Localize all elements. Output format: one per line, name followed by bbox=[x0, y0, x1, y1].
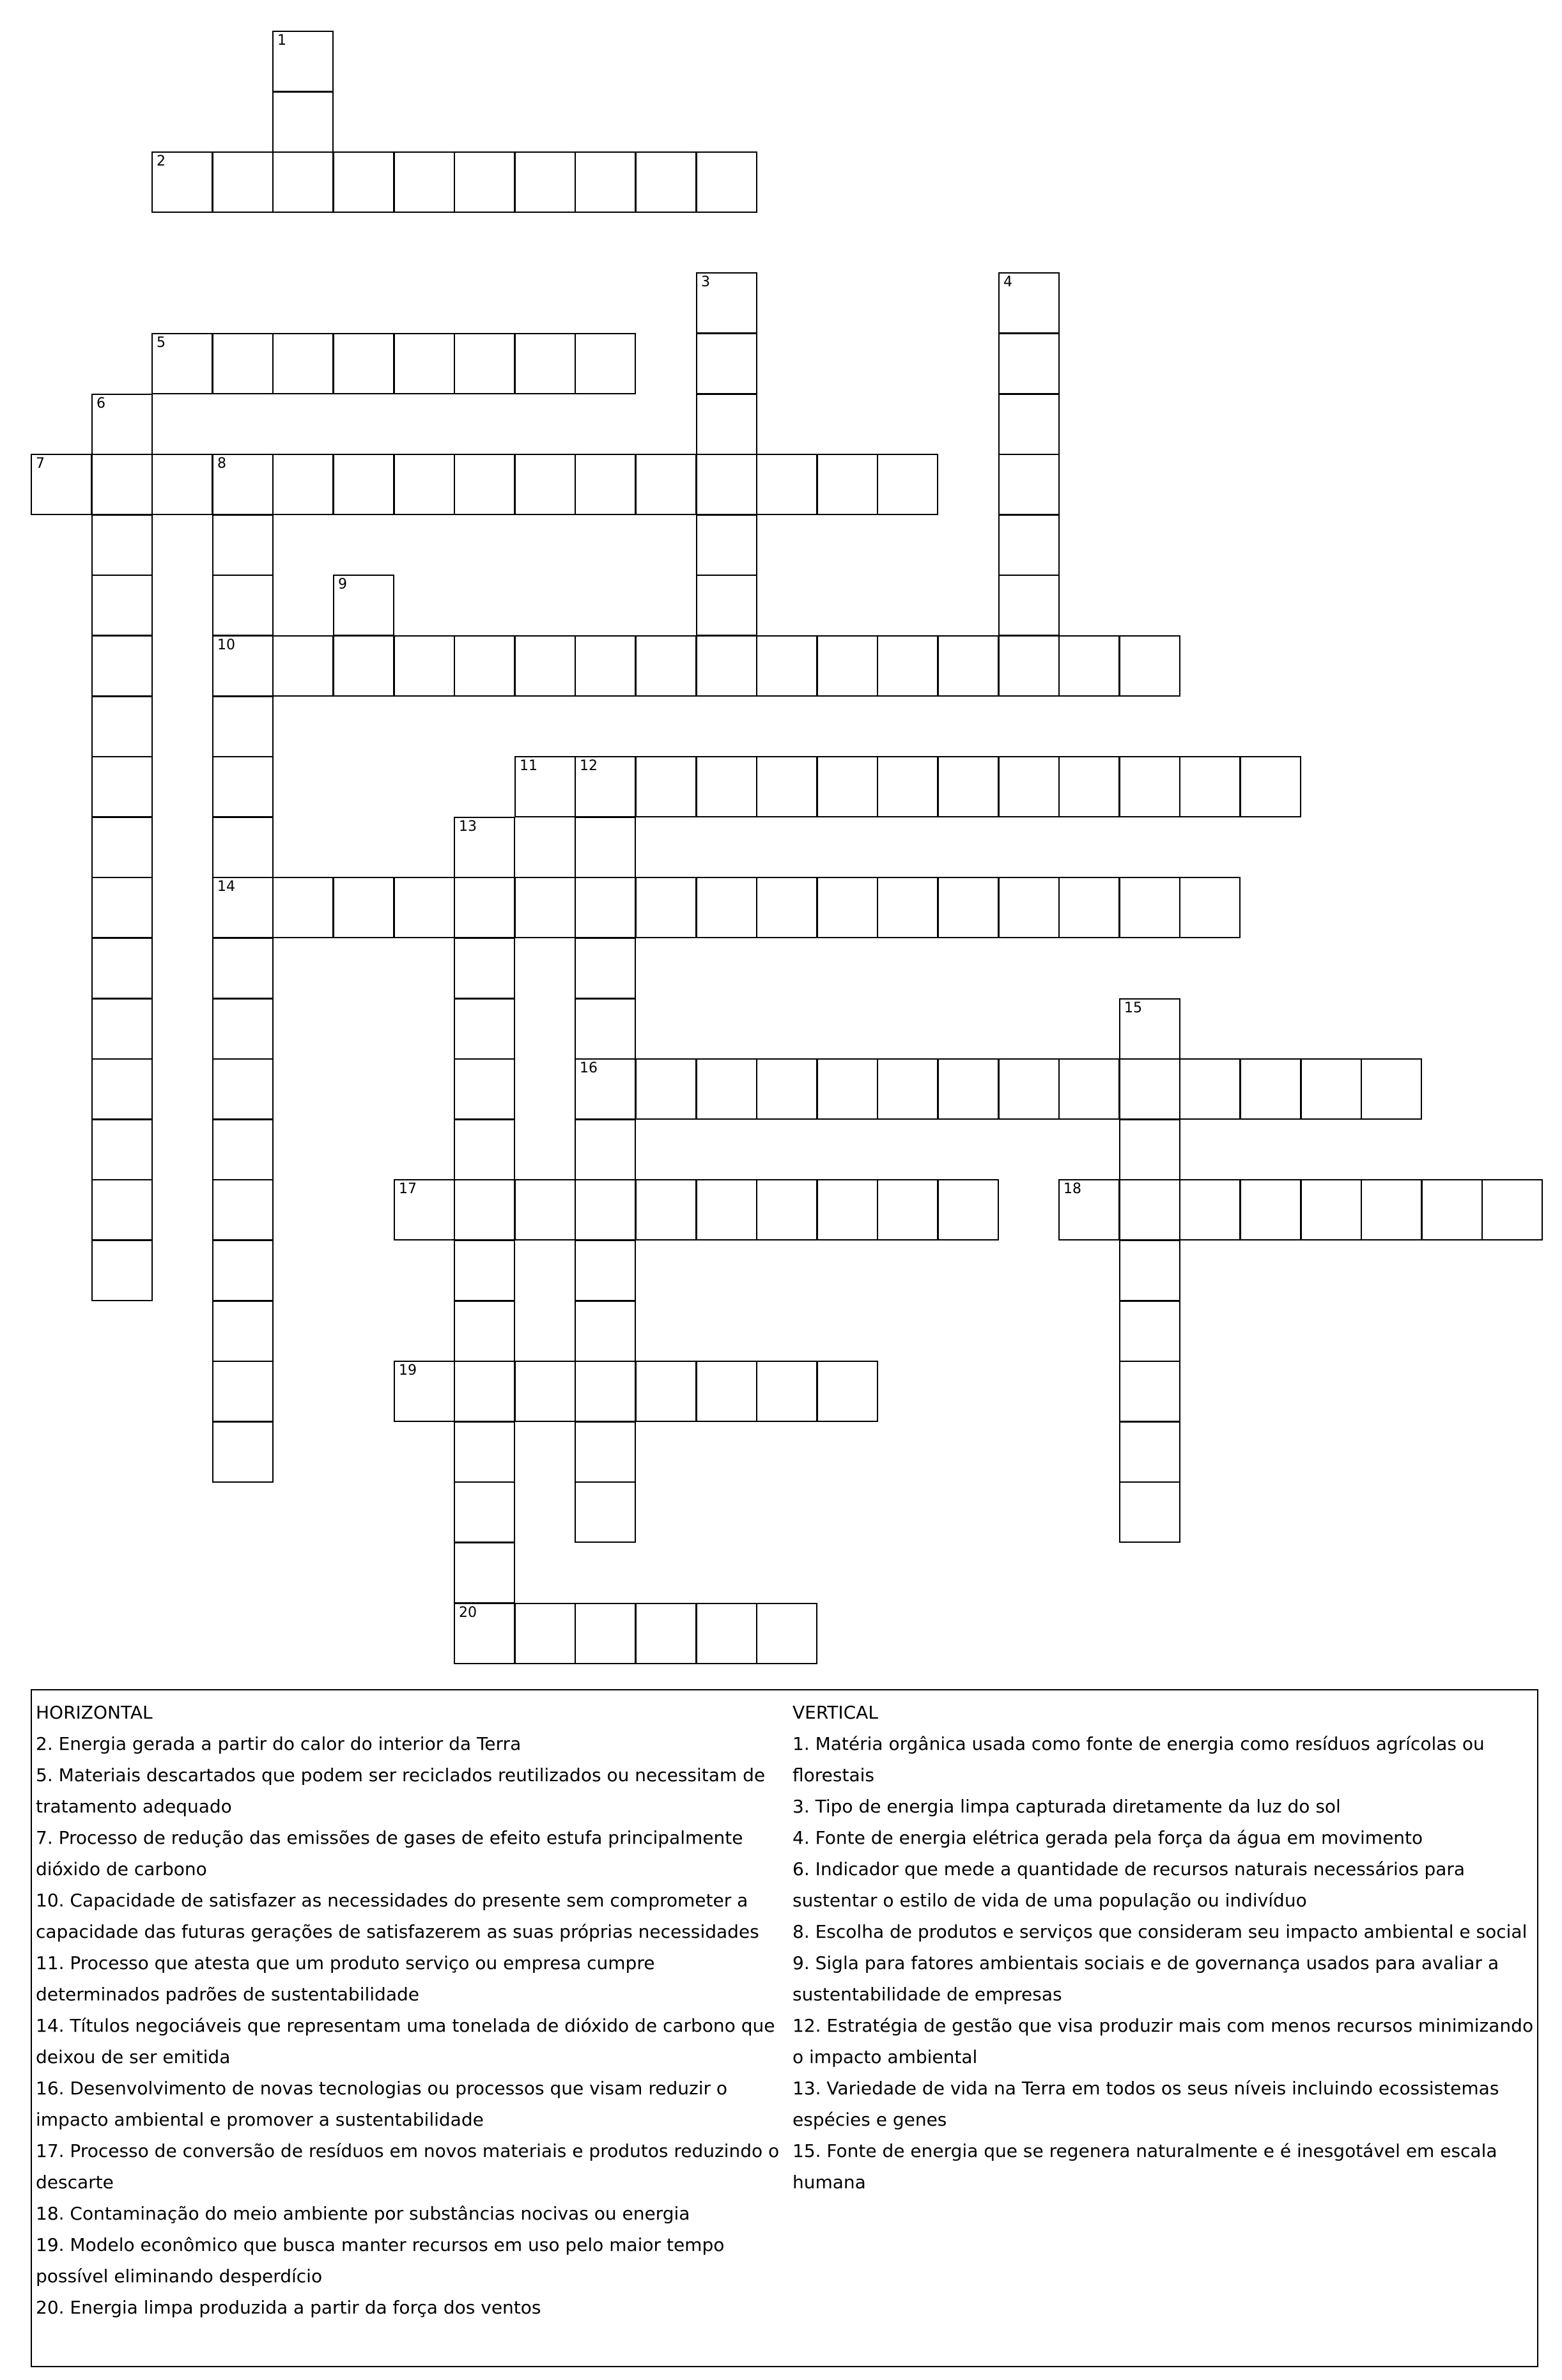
clue-vertical: 15. Fonte de energia que se regenera naturalmente e é inesgotável em escala humana bbox=[793, 2140, 1497, 2193]
crossword-cell[interactable] bbox=[212, 1301, 274, 1362]
crossword-cell[interactable] bbox=[696, 151, 757, 213]
crossword-cell[interactable] bbox=[454, 998, 515, 1060]
crossword-cell[interactable] bbox=[454, 1301, 515, 1362]
clue-number: 15 bbox=[1124, 1000, 1142, 1016]
crossword-cell[interactable] bbox=[1058, 756, 1120, 817]
crossword-cell[interactable] bbox=[998, 756, 1060, 817]
clue-number: 17 bbox=[399, 1181, 417, 1197]
crossword-cell[interactable] bbox=[1361, 1058, 1422, 1120]
crossword-cell[interactable] bbox=[696, 394, 757, 455]
clue-vertical: 12. Estratégia de gestão que visa produzir mais com menos recursos minimizando o impacto ambiental bbox=[793, 2015, 1534, 2067]
crossword-cell[interactable] bbox=[817, 454, 878, 515]
clue-vertical: 13. Variedade de vida na Terra em todos os seus níveis incluindo ecossistemas espécies e genes bbox=[793, 2078, 1499, 2130]
crossword-cell[interactable] bbox=[514, 151, 576, 213]
crossword-cell[interactable] bbox=[817, 1058, 878, 1120]
crossword-cell[interactable] bbox=[454, 1240, 515, 1301]
crossword-cell[interactable] bbox=[1058, 1058, 1120, 1120]
crossword-cell[interactable] bbox=[212, 817, 274, 878]
crossword-cell[interactable] bbox=[635, 1361, 697, 1422]
crossword-cell[interactable] bbox=[575, 454, 636, 515]
crossword-cell[interactable] bbox=[575, 1421, 636, 1483]
crossword-cell[interactable] bbox=[514, 877, 576, 938]
crossword-cell[interactable] bbox=[998, 877, 1060, 938]
crossword-cell[interactable] bbox=[575, 817, 636, 878]
crossword-cell[interactable] bbox=[635, 877, 697, 938]
crossword-cell[interactable] bbox=[91, 1179, 153, 1240]
crossword-cell[interactable] bbox=[696, 756, 757, 817]
crossword-cell[interactable] bbox=[938, 1179, 999, 1240]
crossword-cell[interactable] bbox=[1119, 1058, 1180, 1120]
crossword-cell[interactable] bbox=[212, 756, 274, 817]
crossword-cell[interactable] bbox=[272, 333, 334, 394]
crossword-cell[interactable] bbox=[756, 1058, 817, 1120]
crossword-cell[interactable] bbox=[272, 454, 334, 515]
crossword-cell[interactable] bbox=[575, 756, 636, 817]
crossword-cell[interactable] bbox=[696, 1361, 757, 1422]
crossword-cell[interactable] bbox=[575, 877, 636, 938]
crossword-cell[interactable] bbox=[998, 575, 1060, 636]
crossword-cell[interactable] bbox=[272, 151, 334, 213]
crossword-cell[interactable] bbox=[212, 1058, 274, 1120]
crossword-cell[interactable] bbox=[212, 696, 274, 757]
clue-number: 12 bbox=[580, 758, 598, 774]
crossword-cell[interactable] bbox=[575, 1361, 636, 1422]
clue-vertical: 4. Fonte de energia elétrica gerada pela força da água em movimento bbox=[793, 1827, 1423, 1848]
crossword-cell[interactable] bbox=[212, 1421, 274, 1483]
crossword-cell[interactable] bbox=[454, 333, 515, 394]
crossword-cell[interactable] bbox=[91, 454, 153, 515]
crossword-cell[interactable] bbox=[514, 635, 576, 697]
crossword-cell[interactable] bbox=[756, 877, 817, 938]
crossword-cell[interactable] bbox=[575, 1301, 636, 1362]
crossword-cell[interactable] bbox=[454, 1421, 515, 1483]
crossword-cell[interactable] bbox=[1240, 1058, 1301, 1120]
crossword-cell[interactable] bbox=[151, 333, 213, 394]
crossword-cell[interactable] bbox=[514, 1603, 576, 1664]
crossword-cell[interactable] bbox=[635, 635, 697, 697]
crossword-cell[interactable] bbox=[756, 635, 817, 697]
crossword-cell[interactable] bbox=[212, 877, 274, 938]
crossword-cell[interactable] bbox=[91, 514, 153, 576]
crossword-cell[interactable] bbox=[514, 1179, 576, 1240]
crossword-cell[interactable] bbox=[1119, 635, 1180, 697]
clue-horizontal: 16. Desenvolvimento de novas tecnologias ou processos que visam reduzir o impacto ambiental e promover a sustentabilidade bbox=[36, 2078, 728, 2130]
crossword-cell[interactable] bbox=[454, 877, 515, 938]
crossword-cell[interactable] bbox=[333, 575, 394, 636]
clue-horizontal: 18. Contaminação do meio ambiente por substâncias nocivas ou energia bbox=[36, 2203, 690, 2224]
crossword-cell[interactable] bbox=[91, 938, 153, 999]
crossword-cell[interactable] bbox=[756, 454, 817, 515]
crossword-cell[interactable] bbox=[696, 635, 757, 697]
clue-vertical: 9. Sigla para fatores ambientais sociais e de governança usados para avaliar a sustentabilidade de empresas bbox=[793, 1952, 1499, 2005]
crossword-cell[interactable] bbox=[998, 454, 1060, 515]
crossword-cell[interactable] bbox=[212, 635, 274, 697]
crossword-cell[interactable] bbox=[333, 454, 394, 515]
crossword-cell[interactable] bbox=[1119, 1240, 1180, 1301]
crossword-cell[interactable] bbox=[212, 1240, 274, 1301]
crossword-cell[interactable] bbox=[575, 1058, 636, 1120]
crossword-cell[interactable] bbox=[394, 333, 455, 394]
crossword-cell[interactable] bbox=[454, 1119, 515, 1180]
clues-panel bbox=[31, 1689, 1538, 2367]
crossword-cell[interactable] bbox=[696, 454, 757, 515]
crossword-cell[interactable] bbox=[756, 1179, 817, 1240]
crossword-cell[interactable] bbox=[1240, 1179, 1301, 1240]
crossword-cell[interactable] bbox=[1119, 877, 1180, 938]
crossword-cell[interactable] bbox=[1119, 1119, 1180, 1180]
crossword-cell[interactable] bbox=[333, 333, 394, 394]
crossword-cell[interactable] bbox=[454, 938, 515, 999]
clue-vertical: 1. Matéria orgânica usada como fonte de energia como resíduos agrícolas ou florestais bbox=[793, 1733, 1485, 1786]
crossword-cell[interactable] bbox=[1361, 1179, 1422, 1240]
clue-number: 19 bbox=[399, 1363, 417, 1379]
crossword-cell[interactable] bbox=[877, 756, 938, 817]
crossword-cell[interactable] bbox=[817, 877, 878, 938]
clue-horizontal: 14. Títulos negociáveis que representam uma tonelada de dióxido de carbono que deixou de ser emitida bbox=[36, 2015, 775, 2067]
crossword-cell[interactable] bbox=[91, 756, 153, 817]
crossword-cell[interactable] bbox=[877, 1058, 938, 1120]
crossword-cell[interactable] bbox=[817, 1179, 878, 1240]
crossword-cell[interactable] bbox=[1179, 756, 1241, 817]
crossword-cell[interactable] bbox=[1179, 1179, 1241, 1240]
crossword-cell[interactable] bbox=[212, 151, 274, 213]
crossword-cell[interactable] bbox=[91, 575, 153, 636]
crossword-cell[interactable] bbox=[454, 1058, 515, 1120]
clue-number: 1 bbox=[277, 33, 286, 49]
crossword-cell[interactable] bbox=[514, 333, 576, 394]
clue-horizontal: 2. Energia gerada a partir do calor do interior da Terra bbox=[36, 1733, 522, 1754]
crossword-cell[interactable] bbox=[877, 1179, 938, 1240]
crossword-cell[interactable] bbox=[1119, 998, 1180, 1060]
crossword-cell[interactable] bbox=[394, 151, 455, 213]
crossword-cell[interactable] bbox=[817, 635, 878, 697]
crossword-cell[interactable] bbox=[696, 1179, 757, 1240]
crossword-cell[interactable] bbox=[575, 1240, 636, 1301]
crossword-cell[interactable] bbox=[635, 1058, 697, 1120]
crossword-cell[interactable] bbox=[575, 1179, 636, 1240]
crossword-cell[interactable] bbox=[635, 151, 697, 213]
crossword-cell[interactable] bbox=[575, 635, 636, 697]
crossword-cell[interactable] bbox=[1058, 1179, 1120, 1240]
crossword-cell[interactable] bbox=[696, 333, 757, 394]
crossword-cell[interactable] bbox=[454, 635, 515, 697]
crossword-cell[interactable] bbox=[575, 151, 636, 213]
crossword-cell[interactable] bbox=[454, 1481, 515, 1543]
crossword-cell[interactable] bbox=[938, 756, 999, 817]
crossword-cell[interactable] bbox=[1119, 1481, 1180, 1543]
crossword-cell[interactable] bbox=[696, 272, 757, 334]
crossword-cell[interactable] bbox=[998, 635, 1060, 697]
crossword-cell[interactable] bbox=[998, 272, 1060, 334]
crossword-cell[interactable] bbox=[91, 696, 153, 757]
crossword-cell[interactable] bbox=[756, 756, 817, 817]
crossword-cell[interactable] bbox=[575, 1603, 636, 1664]
crossword-cell[interactable] bbox=[212, 998, 274, 1060]
crossword-cell[interactable] bbox=[696, 1603, 757, 1664]
crossword-cell[interactable] bbox=[1421, 1179, 1483, 1240]
crossword-cell[interactable] bbox=[1301, 1058, 1362, 1120]
crossword-cell[interactable] bbox=[212, 1179, 274, 1240]
crossword-cell[interactable] bbox=[1058, 635, 1120, 697]
crossword-cell[interactable] bbox=[938, 635, 999, 697]
crossword-cell[interactable] bbox=[212, 575, 274, 636]
clue-number: 3 bbox=[701, 274, 710, 290]
crossword-cell[interactable] bbox=[394, 877, 455, 938]
crossword-cell[interactable] bbox=[1119, 1179, 1180, 1240]
crossword-cell[interactable] bbox=[151, 454, 213, 515]
clue-number: 5 bbox=[157, 335, 166, 351]
crossword-cell[interactable] bbox=[575, 1481, 636, 1543]
crossword-cell[interactable] bbox=[1301, 1179, 1362, 1240]
crossword-cell[interactable] bbox=[91, 817, 153, 878]
crossword-cell[interactable] bbox=[635, 1603, 697, 1664]
crossword-cell[interactable] bbox=[1481, 1179, 1543, 1240]
crossword-cell[interactable] bbox=[333, 151, 394, 213]
crossword-cell[interactable] bbox=[91, 635, 153, 697]
crossword-cell[interactable] bbox=[1119, 1421, 1180, 1483]
crossword-cell[interactable] bbox=[514, 756, 576, 817]
crossword-cell[interactable] bbox=[998, 1058, 1060, 1120]
clue-number: 11 bbox=[520, 758, 537, 774]
clue-horizontal: 7. Processo de redução das emissões de gases de efeito estufa principalmente dióxido de carbono bbox=[36, 1827, 743, 1880]
crossword-cell[interactable] bbox=[1119, 1301, 1180, 1362]
crossword-cell[interactable] bbox=[333, 877, 394, 938]
crossword-cell[interactable] bbox=[454, 1603, 515, 1664]
crossword-cell[interactable] bbox=[272, 31, 334, 92]
crossword-cell[interactable] bbox=[575, 333, 636, 394]
crossword-cell[interactable] bbox=[91, 394, 153, 455]
crossword-cell[interactable] bbox=[1240, 756, 1301, 817]
crossword-cell[interactable] bbox=[454, 1361, 515, 1422]
crossword-cell[interactable] bbox=[394, 1179, 455, 1240]
clue-number: 16 bbox=[580, 1060, 598, 1076]
crossword-cell[interactable] bbox=[212, 514, 274, 576]
crossword-cell[interactable] bbox=[1179, 877, 1241, 938]
crossword-cell[interactable] bbox=[454, 1179, 515, 1240]
crossword-cell[interactable] bbox=[212, 1361, 274, 1422]
clue-horizontal: 11. Processo que atesta que um produto serviço ou empresa cumpre determinados padrões de sustentabilidade bbox=[36, 1952, 655, 2005]
crossword-cell[interactable] bbox=[1119, 756, 1180, 817]
clue-number: 6 bbox=[97, 396, 105, 412]
crossword-cell[interactable] bbox=[938, 877, 999, 938]
crossword-cell[interactable] bbox=[877, 635, 938, 697]
clue-horizontal: 5. Materiais descartados que podem ser reciclados reutilizados ou necessitam de tratamento adequado bbox=[36, 1765, 766, 1817]
crossword-cell[interactable] bbox=[635, 756, 697, 817]
crossword-cell[interactable] bbox=[151, 151, 213, 213]
crossword-cell[interactable] bbox=[454, 1542, 515, 1603]
crossword-cell[interactable] bbox=[212, 454, 274, 515]
crossword-cell[interactable] bbox=[575, 998, 636, 1060]
crossword-cell[interactable] bbox=[454, 151, 515, 213]
crossword-cell[interactable] bbox=[212, 1119, 274, 1180]
clue-number: 7 bbox=[36, 456, 45, 472]
crossword-cell[interactable] bbox=[938, 1058, 999, 1120]
crossword-cell[interactable] bbox=[575, 938, 636, 999]
crossword-cell[interactable] bbox=[635, 1179, 697, 1240]
crossword-cell[interactable] bbox=[514, 454, 576, 515]
crossword-cell[interactable] bbox=[998, 514, 1060, 576]
crossword-cell[interactable] bbox=[756, 1603, 817, 1664]
clue-number: 13 bbox=[459, 819, 477, 835]
crossword-cell[interactable] bbox=[394, 635, 455, 697]
crossword-cell[interactable] bbox=[877, 454, 938, 515]
crossword-cell[interactable] bbox=[1119, 1361, 1180, 1422]
crossword-cell[interactable] bbox=[998, 394, 1060, 455]
crossword-cell[interactable] bbox=[817, 756, 878, 817]
clue-number: 20 bbox=[459, 1605, 477, 1621]
crossword-cell[interactable] bbox=[454, 454, 515, 515]
crossword-cell[interactable] bbox=[696, 1058, 757, 1120]
crossword-cell[interactable] bbox=[817, 1361, 878, 1422]
horizontal-clues bbox=[36, 1697, 784, 2323]
crossword-cell[interactable] bbox=[272, 877, 334, 938]
crossword-cell[interactable] bbox=[696, 575, 757, 636]
crossword-cell[interactable] bbox=[696, 877, 757, 938]
crossword-cell[interactable] bbox=[212, 333, 274, 394]
crossword-cell[interactable] bbox=[696, 514, 757, 576]
clue-number: 9 bbox=[338, 576, 347, 592]
crossword-cell[interactable] bbox=[91, 1119, 153, 1180]
crossword-cell[interactable] bbox=[1179, 1058, 1241, 1120]
clue-horizontal: 10. Capacidade de satisfazer as necessidades do presente sem comprometer a capacidade das futuras gerações de satisfazerem as suas próprias necessidades bbox=[36, 1890, 759, 1942]
crossword-cell[interactable] bbox=[575, 1119, 636, 1180]
crossword-cell[interactable] bbox=[1058, 877, 1120, 938]
clue-horizontal: 20. Energia limpa produzida a partir da força dos ventos bbox=[36, 2297, 541, 2318]
vertical-clues bbox=[793, 1697, 1534, 2198]
crossword-cell[interactable] bbox=[272, 91, 334, 153]
crossword-cell[interactable] bbox=[635, 454, 697, 515]
clue-vertical: 3. Tipo de energia limpa capturada diretamente da luz do sol bbox=[793, 1796, 1341, 1817]
crossword-cell[interactable] bbox=[877, 877, 938, 938]
crossword-cell[interactable] bbox=[454, 817, 515, 878]
clue-number: 4 bbox=[1003, 274, 1012, 290]
clue-vertical: 6. Indicador que mede a quantidade de recursos naturais necessários para sustentar o estilo de vida de uma população ou indivíduo bbox=[793, 1858, 1465, 1911]
crossword-cell[interactable] bbox=[998, 333, 1060, 394]
horizontal-title: HORIZONTAL bbox=[36, 1702, 153, 1723]
clue-number: 2 bbox=[157, 153, 166, 169]
crossword-cell[interactable] bbox=[333, 635, 394, 697]
crossword-cell[interactable] bbox=[91, 1058, 153, 1120]
crossword-cell[interactable] bbox=[91, 998, 153, 1060]
crossword-cell[interactable] bbox=[756, 1361, 817, 1422]
clue-number: 10 bbox=[217, 637, 235, 653]
crossword-cell[interactable] bbox=[272, 635, 334, 697]
clue-horizontal: 19. Modelo econômico que busca manter recursos em uso pelo maior tempo possível eliminando desperdício bbox=[36, 2234, 725, 2287]
clue-horizontal: 17. Processo de conversão de resíduos em novos materiais e produtos reduzindo o descarte bbox=[36, 2140, 780, 2193]
crossword-cell[interactable] bbox=[514, 1361, 576, 1422]
crossword-cell[interactable] bbox=[91, 1240, 153, 1301]
clue-number: 14 bbox=[217, 879, 235, 895]
crossword-cell[interactable] bbox=[31, 454, 92, 515]
vertical-title: VERTICAL bbox=[793, 1702, 878, 1723]
clue-number: 8 bbox=[217, 456, 226, 472]
crossword-cell[interactable] bbox=[91, 877, 153, 938]
crossword-cell[interactable] bbox=[212, 938, 274, 999]
crossword-cell[interactable] bbox=[394, 454, 455, 515]
clue-vertical: 8. Escolha de produtos e serviços que consideram seu impacto ambiental e social bbox=[793, 1921, 1527, 1942]
clue-number: 18 bbox=[1063, 1181, 1081, 1197]
crossword-cell[interactable] bbox=[394, 1361, 455, 1422]
